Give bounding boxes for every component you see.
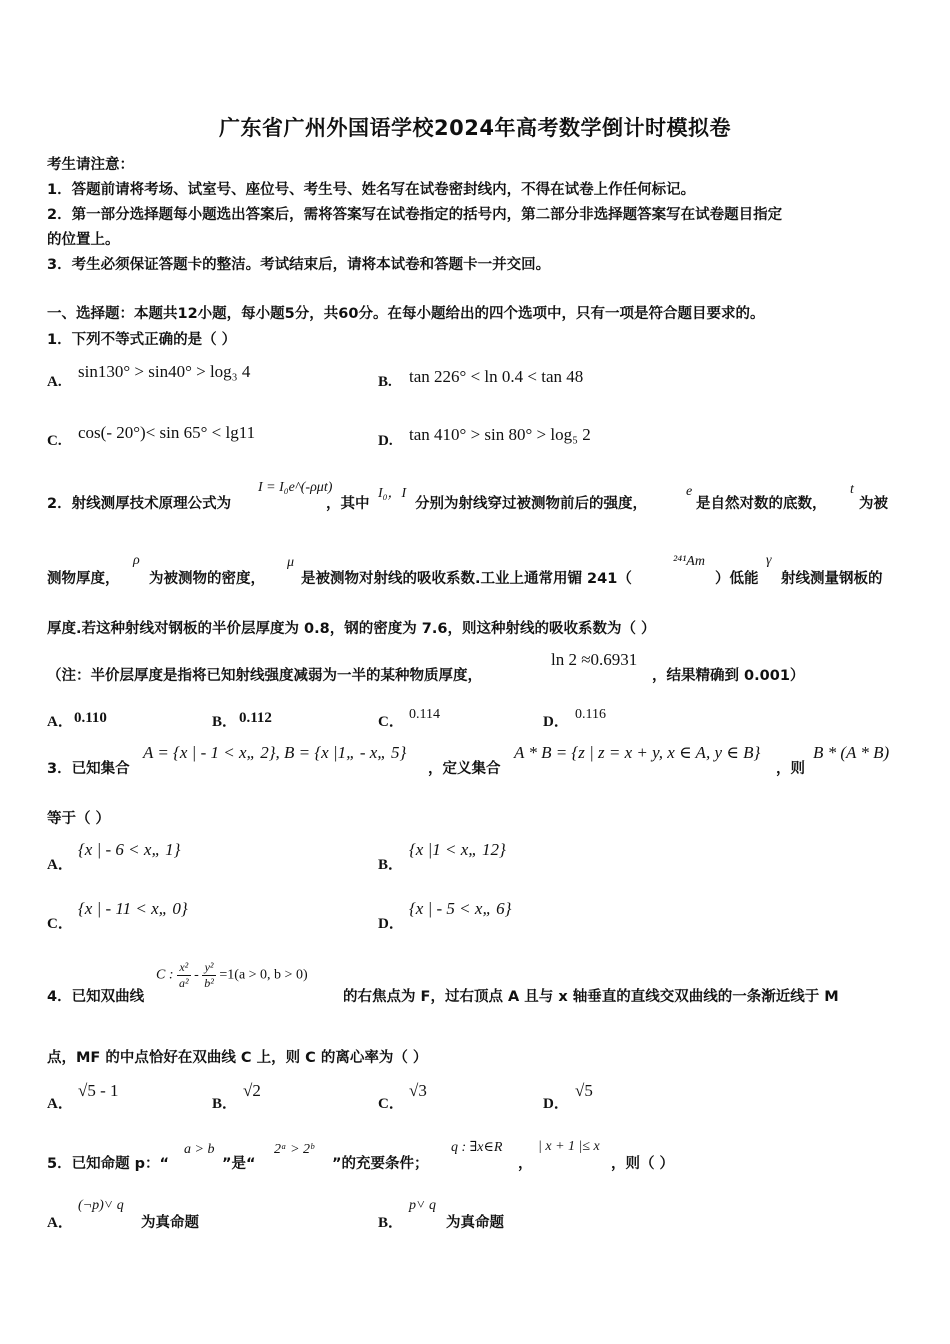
q2-text: 为被 [859, 496, 888, 512]
q3-def: A * B = {z | z = x + y, x ∈ A, y ∈ B} [514, 743, 761, 762]
q2-rho: ρ [133, 553, 140, 568]
q4-option-d: √5 [575, 1081, 593, 1100]
q3-expr: B * (A * B) [813, 743, 890, 762]
q2-note-formula: ln 2 ≈0.6931 [551, 650, 638, 669]
q2-text: 2．射线测厚技术原理公式为 [47, 496, 232, 512]
q5-text: ， [518, 1156, 533, 1172]
q5-text: 5．已知命题 p：“ [47, 1156, 170, 1172]
q4-option-b: √2 [243, 1081, 261, 1100]
q4-option-c: √3 [409, 1081, 427, 1100]
q5-text: ，则（ ） [611, 1156, 675, 1172]
q1-option-a: sin130° > sin40° > log₃ 4 [78, 362, 251, 381]
q2-label-b: B． [212, 714, 238, 730]
q3-option-c: {x | - 11 < x„ 0} [78, 899, 188, 918]
q4-label-b: B． [212, 1096, 238, 1112]
q5-label-a: A． [47, 1215, 73, 1231]
q3-label-b: B． [378, 857, 404, 873]
q2-label-d: D． [543, 714, 569, 730]
q2-text: ）低能 [715, 571, 759, 587]
q2-text: 测物厚度， [47, 571, 120, 587]
q2-note: （注：半价层厚度是指将已知射线强度减弱为一半的某种物质厚度， [47, 668, 482, 684]
q3-text: 3．已知集合 [47, 761, 130, 777]
q2-text: 是被测物对射线的吸收系数.工业上通常用镅 241（ [301, 571, 632, 587]
q1-label-d: D. [378, 433, 393, 449]
q1-option-b: tan 226° < ln 0.4 < tan 48 [409, 367, 584, 386]
q4-text: 点，MF 的中点恰好在双曲线 C 上，则 C 的离心率为（ ） [47, 1050, 428, 1066]
q2-mu: μ [287, 555, 295, 570]
q5-q: q : ∃x∈R [451, 1140, 503, 1155]
q2-text: ，其中 [326, 496, 370, 512]
q3-label-a: A． [47, 857, 73, 873]
q5-text: ”是“ [222, 1156, 256, 1172]
q2-text: 是自然对数的底数， [696, 496, 827, 512]
q3-option-b: {x |1 < x„ 12} [409, 840, 506, 859]
q2-gamma: γ [766, 553, 772, 568]
q3-text: 等于（ ） [47, 811, 111, 827]
q2-text: 分别为射线穿过被测物前后的强度， [415, 496, 647, 512]
q4-option-a: √5 - 1 [78, 1081, 119, 1100]
q1-stem: 1．下列不等式正确的是（ ） [47, 332, 237, 348]
q1-option-d: tan 410° > sin 80° > log₅ 2 [409, 425, 591, 444]
q4-label-a: A． [47, 1096, 73, 1112]
q3-label-c: C． [47, 916, 73, 932]
q2-e: e [686, 484, 693, 499]
notice-item: 1．答题前请将考场、试室号、座位号、考生号、姓名写在试卷密封线内，不得在试卷上作任何标记。 [47, 182, 696, 198]
notice-item: 2．第一部分选择题每小题选出答案后，需将答案写在试卷指定的括号内，第二部分非选择题答案写在试卷题目指定 [47, 207, 783, 223]
q1-label-c: C. [47, 433, 62, 449]
q5-option-a: (¬p)˅ q [78, 1198, 124, 1213]
q2-option-a: 0.110 [74, 710, 107, 726]
q2-label-a: A． [47, 714, 73, 730]
q2-text: 为被测物的密度， [149, 571, 265, 587]
q2-am: ²⁴¹Am [673, 554, 705, 569]
q5-text: ”的充要条件； [332, 1156, 429, 1172]
q2-formula: I = I₀e^(-ρμt) [258, 480, 333, 495]
q3-text: ，则 [776, 761, 805, 777]
q2-option-b: 0.112 [239, 710, 272, 726]
section-header: 一、选择题：本题共12小题，每小题5分，共60分。在每小题给出的四个选项中，只有一项是符合题目要求的。 [47, 306, 765, 322]
q5-ab: a > b [184, 1142, 215, 1157]
q4-label-c: C． [378, 1096, 404, 1112]
q2-t: t [850, 482, 854, 497]
q3-text: ，定义集合 [428, 761, 501, 777]
q5-pow: 2ᵃ > 2ᵇ [274, 1142, 314, 1157]
q2-note: ，结果精确到 0.001） [652, 668, 805, 684]
q3-option-a: {x | - 6 < x„ 1} [78, 840, 181, 859]
q4-hyperbola-formula: C : $\frac{\text{x²}}{\text{a²}}$ - $\frac{\text{y²}}{\text{b²}}$ =1(a > 0, b > 0) [156, 960, 308, 990]
q3-label-d: D． [378, 916, 404, 932]
q2-text: 射线测量钢板的 [781, 571, 883, 587]
q2-label-c: C． [378, 714, 404, 730]
q5-abs: | x + 1 |≤ x [538, 1139, 600, 1154]
q1-label-b: B. [378, 374, 392, 390]
notice-heading: 考生请注意： [47, 157, 134, 173]
notice-item: 3．考生必须保证答题卡的整洁。考试结束后，请将本试卷和答题卡一并交回。 [47, 257, 551, 273]
q3-sets: A = {x | - 1 < x„ 2}, B = {x |1„ - x„ 5} [143, 743, 407, 762]
q5-option-b: p˅ q [409, 1198, 436, 1213]
q5-label-b: B． [378, 1215, 404, 1231]
notice-item: 的位置上。 [47, 232, 120, 248]
q1-option-c: cos(- 20°)< sin 65° < lg11 [78, 423, 256, 442]
q3-option-d: {x | - 5 < x„ 6} [409, 899, 512, 918]
page-title: 广东省广州外国语学校2024年高考数学倒计时模拟卷 [219, 116, 731, 140]
q5-option-a-tail: 为真命题 [141, 1215, 199, 1231]
q4-label-d: D． [543, 1096, 569, 1112]
q2-text: 厚度.若这种射线对钢板的半价层厚度为 0.8，钢的密度为 7.6，则这种射线的吸收系数为（ ） [47, 621, 656, 637]
q4-text: 4．已知双曲线 [47, 989, 145, 1005]
q1-label-a: A. [47, 374, 62, 390]
q5-option-b-tail: 为真命题 [446, 1215, 504, 1231]
q2-vars: I₀，I [378, 486, 407, 501]
q2-option-c: 0.114 [409, 707, 440, 722]
q4-text: 的右焦点为 F，过右顶点 A 且与 x 轴垂直的直线交双曲线的一条渐近线于 M [343, 989, 839, 1005]
q2-option-d: 0.116 [575, 707, 606, 722]
